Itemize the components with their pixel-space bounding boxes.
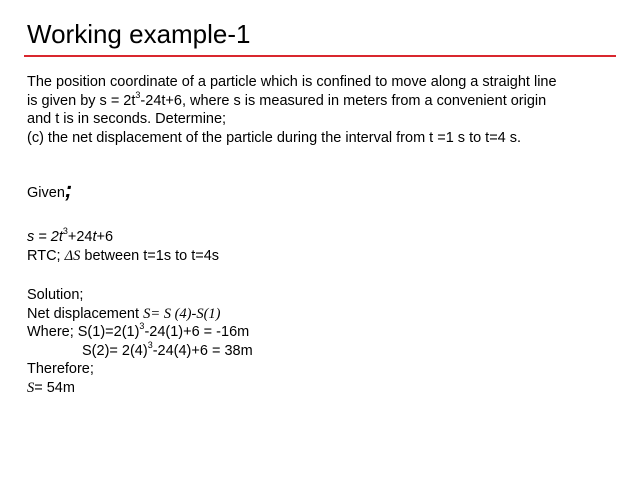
s2-exponent: 3 [147, 339, 153, 350]
problem-line-1: The position coordinate of a particle which is confined to move along a straight line [27, 74, 557, 90]
solution-block [27, 286, 253, 398]
given-semicolon: ; [64, 177, 73, 202]
net-displacement-expression: S= S (4)-S(1) [143, 305, 221, 322]
where-part-b: -24(1)+6 = -16m [144, 324, 250, 341]
net-displacement-label: Net displacement [27, 305, 144, 322]
where-part-a: Where; S(1)=2(1) [27, 324, 140, 341]
equation-part-b: +24 [67, 229, 93, 245]
delta-s-symbol: ΔS [64, 248, 81, 264]
exponent: 3 [135, 89, 141, 100]
problem-line-2-part-b: -24t+6, where s is measured in meters from a convenient origin [140, 92, 547, 109]
position-equation [27, 228, 113, 247]
given-heading [27, 177, 73, 203]
result-value: = 54m [34, 379, 75, 396]
equation-part-c: t [92, 229, 97, 245]
result-line [27, 379, 253, 398]
required-to-calculate [27, 247, 219, 266]
title-underline [24, 55, 616, 57]
where-line [27, 323, 253, 342]
s2-part-a: S(2)= 2(4) [82, 342, 148, 359]
problem-line-3: and t is in seconds. Determine; [27, 111, 227, 128]
s2-line [27, 339, 253, 361]
equation-exponent: 3 [62, 226, 68, 237]
equation-part-d: +6 [96, 229, 114, 245]
where-exponent: 3 [139, 321, 145, 332]
rtc-text: between t=1s to t=4s [80, 248, 220, 264]
solution-heading: Solution; [27, 287, 84, 303]
problem-line-2 [27, 89, 617, 111]
problem-line-2-part-a: is given by s = 2t [27, 92, 136, 109]
problem-statement [27, 73, 617, 147]
rtc-label: RTC; [27, 248, 65, 264]
equation-part-a: s = 2t [27, 229, 63, 245]
result-symbol: S [27, 379, 35, 396]
s2-part-b: -24(4)+6 = 38m [152, 342, 253, 359]
therefore-line: Therefore; [27, 361, 94, 378]
problem-line-4: (c) the net displacement of the particle during the interval from t =1 s to t=4 s. [27, 129, 522, 146]
given-label: Given [27, 185, 65, 201]
slide-title: Working example-1 [27, 19, 251, 49]
